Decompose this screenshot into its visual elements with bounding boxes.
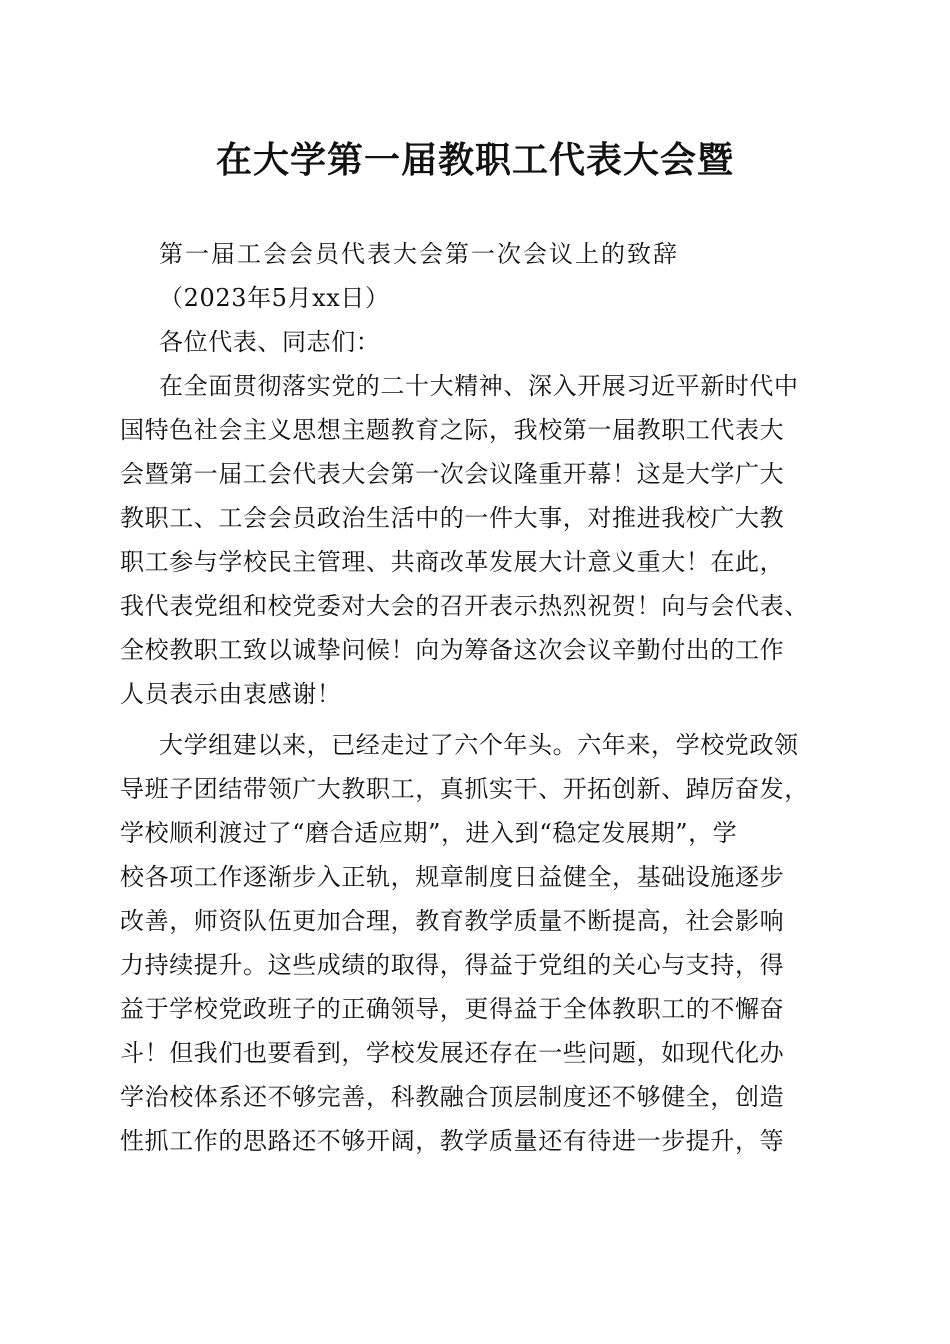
paragraph-line: 人员表示由衷感谢！ xyxy=(120,680,342,708)
salutation: 各位代表、同志们： xyxy=(159,328,381,356)
paragraph-line: 职工参与学校民主管理、共商改革发展大计意义重大！在此， xyxy=(120,548,785,576)
paragraph-line: 大学组建以来，已经走过了六个年头。六年来，学校党政领 xyxy=(159,731,799,759)
document-title: 在大学第一届教职工代表大会暨 xyxy=(215,139,734,181)
document-subtitle: 第一届工会会员代表大会第一次会议上的致辞 xyxy=(159,240,679,268)
paragraph-line: 教职工、工会会员政治生活中的一件大事，对推进我校广大教 xyxy=(120,504,785,532)
paragraph-line: 全校教职工致以诚挚问候！向为筹备这次会议辛勤付出的工作 xyxy=(120,636,785,664)
paragraph-line: 改善，师资队伍更加合理，教育教学质量不断提高，社会影响 xyxy=(120,907,785,935)
paragraph-line: 学校顺利渡过了“磨合适应期”，进入到“稳定发展期”，学 xyxy=(120,819,738,847)
paragraph-line: 学治校体系还不够完善，科教融合顶层制度还不够健全，创造 xyxy=(120,1083,785,1111)
paragraph-line: 斗！但我们也要看到，学校发展还存在一些问题，如现代化办 xyxy=(120,1039,785,1067)
paragraph-line: 导班子团结带领广大教职工，真抓实干、开拓创新、踔厉奋发， xyxy=(120,775,809,803)
paragraph-line: 我代表党组和校党委对大会的召开表示热烈祝贺！向与会代表、 xyxy=(120,592,809,620)
document-date: （2023年5月xx日） xyxy=(159,284,390,312)
paragraph-line: 国特色社会主义思想主题教育之际，我校第一届教职工代表大 xyxy=(120,416,785,444)
paragraph-line: 在全面贯彻落实党的二十大精神、深入开展习近平新时代中 xyxy=(159,372,799,400)
paragraph-line: 校各项工作逐渐步入正轨，规章制度日益健全，基础设施逐步 xyxy=(120,863,785,891)
paragraph-line: 会暨第一届工会代表大会第一次会议隆重开幕！这是大学广大 xyxy=(120,460,785,488)
paragraph-line: 益于学校党政班子的正确领导，更得益于全体教职工的不懈奋 xyxy=(120,995,785,1023)
paragraph-line: 性抓工作的思路还不够开阔，教学质量还有待进一步提升，等 xyxy=(120,1127,785,1155)
paragraph-line: 力持续提升。这些成绩的取得，得益于党组的关心与支持，得 xyxy=(120,951,785,979)
